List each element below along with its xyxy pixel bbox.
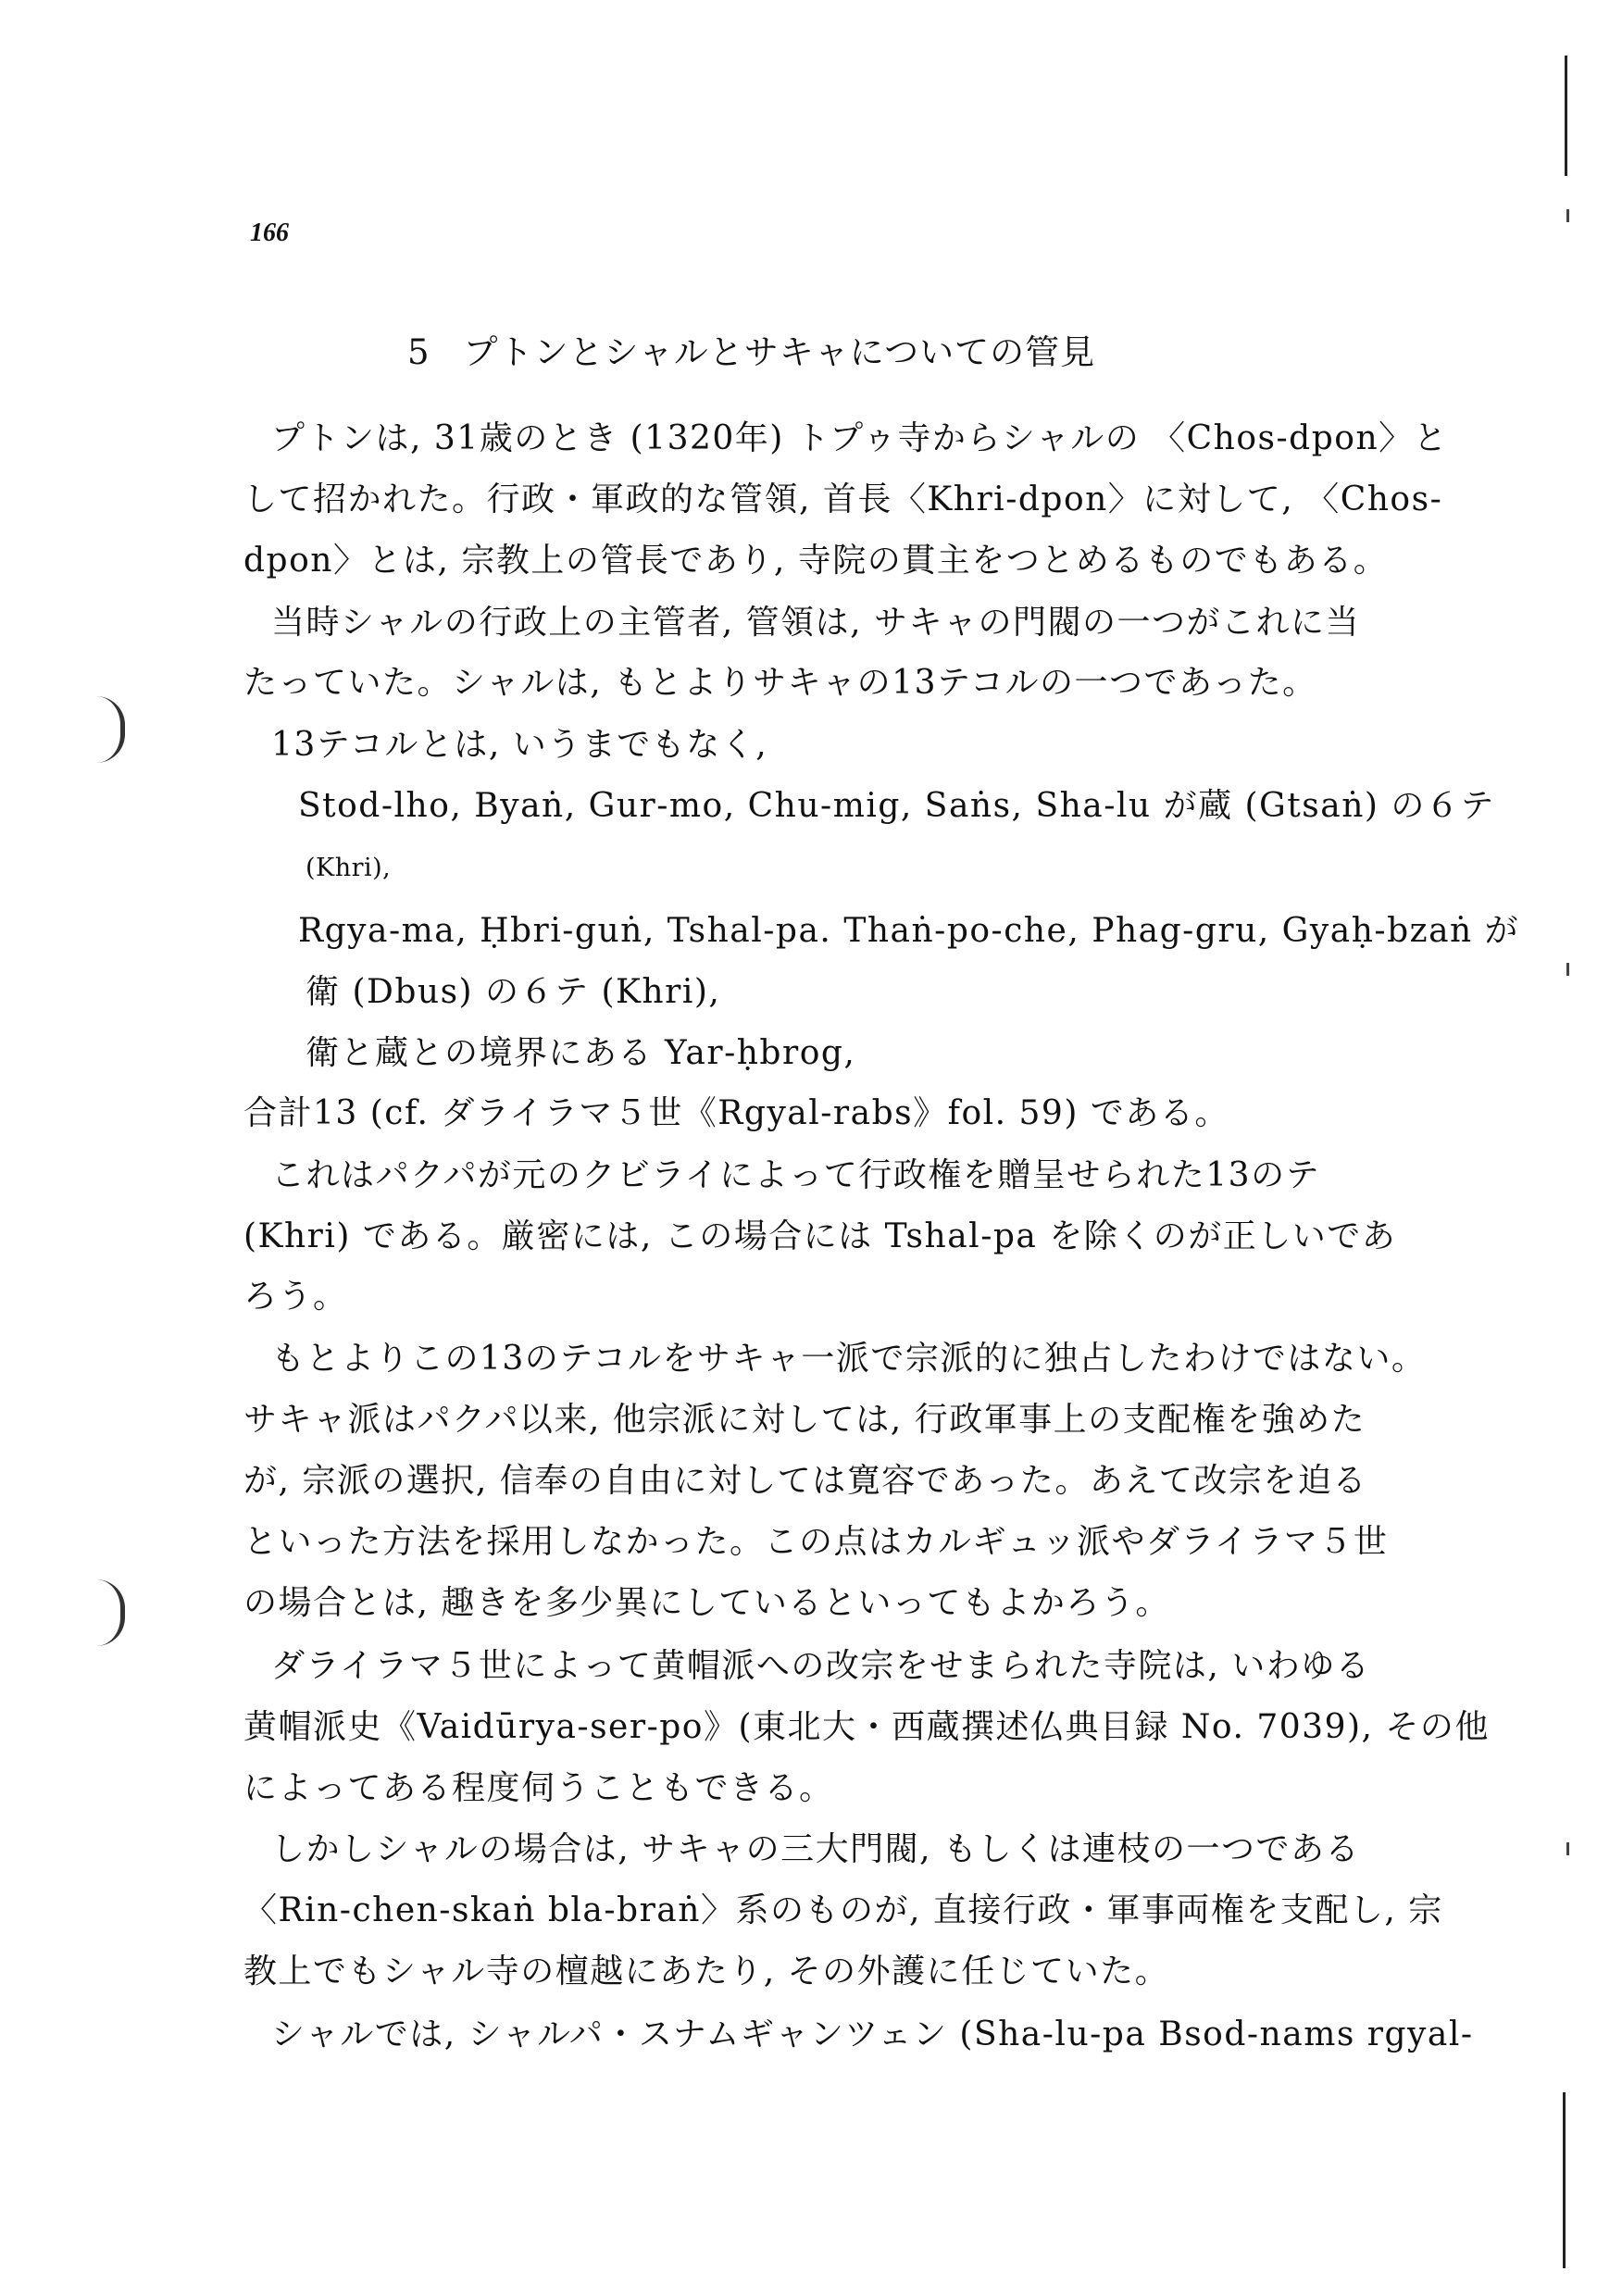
text-line: して招かれた。行政・軍政的な管領, 首長〈Khri-dpon〉に対して, 〈Chos- xyxy=(243,480,1443,518)
text-line: (Khri) である。厳密には, この場合には Tshal-pa を除くのが正しいであ xyxy=(243,1217,1397,1255)
section-heading xyxy=(407,324,1095,374)
text-line: dpon〉とは, 宗教上の管長であり, 寺院の貫主をつとめるものでもある。 xyxy=(243,542,1389,580)
text-line: 当時シャルの行政上の主管者, 管領は, サキャの門閥の一つがこれに当 xyxy=(271,604,1361,642)
text-line: 13テコルとは, いうまでもなく, xyxy=(271,726,768,764)
binding-hole-mark xyxy=(96,1579,125,1646)
text-line: シャルでは, シャルパ・スナムギャンツェン (Sha-lu-pa Bsod-nams rgyal- xyxy=(271,2015,1474,2053)
binding-hole-mark xyxy=(96,696,125,763)
text-line: 〈Rin-chen-skaṅ bla-braṅ〉系のものが, 直接行政・軍事両権を支配し, 宗 xyxy=(243,1891,1443,1929)
text-line: プトンは, 31歳のとき (1320年) トプゥ寺からシャルの 〈Chos-dpon〉と xyxy=(271,419,1449,457)
text-line: の場合とは, 趣きを多少異にしているといってもよかろう。 xyxy=(243,1584,1170,1622)
text-line: もとよりこの13のテコルをサキャ一派で宗派的に独占したわけではない。 xyxy=(271,1340,1427,1378)
text-line: 衛 (Dbus) の６テ (Khri), xyxy=(306,973,721,1011)
text-line: によってある程度伺うこともできる。 xyxy=(243,1769,834,1807)
text-line: ダライラマ５世によって黄帽派への改宗をせまられた寺院は, いわゆる xyxy=(271,1647,1371,1685)
text-line: 黄帽派史《Vaidūrya-ser-po》(東北大・西蔵撰述仏典目録 No. 7039), その他 xyxy=(243,1708,1490,1746)
scan-speck xyxy=(1566,1842,1569,1855)
section-number: 5 xyxy=(407,332,430,372)
text-line: が, 宗派の選択, 信奉の自由に対しては寛容であった。あえて改宗を迫る xyxy=(243,1462,1367,1500)
text-line: ろう。 xyxy=(243,1278,348,1316)
text-line: サキャ派はパクパ以来, 他宗派に対しては, 行政軍事上の支配権を強めた xyxy=(243,1401,1366,1439)
text-line: 教上でもシャル寺の檀越にあたり, その外護に任じていた。 xyxy=(243,1953,1170,1990)
text-line: Stod-lho, Byaṅ, Gur-mo, Chu-mig, Saṅs, Sha-lu が蔵 (Gtsaṅ) の６テ xyxy=(298,787,1495,825)
scan-edge-line xyxy=(1563,2092,1566,2268)
text-line: Rgya-ma, Ḥbri-guṅ, Tshal-pa. Thaṅ-po-che, Phag-gru, Gyaḥ-bzaṅ が xyxy=(298,912,1520,950)
text-line: しかしシャルの場合は, サキャの三大門閥, もしくは連枝の一つである xyxy=(271,1830,1361,1868)
text-line: たっていた。シャルは, もとよりサキャの13テコルの一つであった。 xyxy=(243,664,1317,702)
scan-edge-line xyxy=(1565,56,1567,176)
text-line: 合計13 (cf. ダライラマ５世《Rgyal-rabs》fol. 59) である。 xyxy=(243,1094,1229,1132)
text-line: といった方法を採用しなかった。この点はカルギュッ派やダライラマ５世 xyxy=(243,1523,1389,1561)
scan-speck xyxy=(1566,963,1569,976)
text-line: これはパクパが元のクビライによって行政権を贈呈せられた13のテ xyxy=(271,1156,1321,1194)
section-title: プトンとシャルとサキャについての管見 xyxy=(463,332,1096,372)
text-line: 衛と蔵との境界にある Yar-ḥbrog, xyxy=(306,1034,856,1072)
page-number: 166 xyxy=(250,218,289,247)
text-line: (Khri), xyxy=(306,854,392,882)
scan-speck xyxy=(1566,209,1569,222)
